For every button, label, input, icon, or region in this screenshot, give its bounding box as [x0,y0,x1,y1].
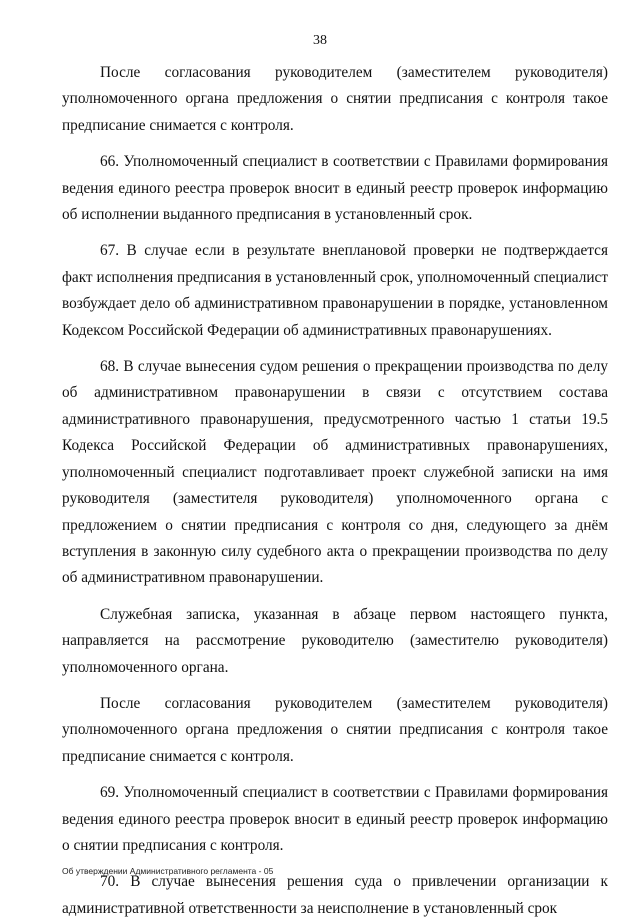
paragraph: 69. Уполномоченный специалист в соответствии с Правилами формирования ведения единого реестра проверок вносит в единый реестр проверок информацию о снятии предписания с контроля. [62,784,608,854]
paragraph: 67. В случае если в результате внеплановой проверки не подтверждается факт исполнения предписания в установленный срок, уполномоченный специалист возбуждает дело об административном правонарушении в порядке, установленном Кодексом Российской Федерации об административных правонарушениях. [62,242,608,339]
paragraph: Служебная записка, указанная в абзаце первом настоящего пункта, направляется на рассмотрение руководителю (заместителю руководителя) уполномоченного органа. [62,605,608,676]
paragraph: После согласования руководителем (заместителем руководителя) уполномоченного органа предложения о снятии предписания с контроля такое предписание снимается с контроля. [62,64,608,134]
paragraph: 66. Уполномоченный специалист в соответствии с Правилами формирования ведения единого реестра проверок вносит в единый реестр проверок информацию об исполнении выданного предписания в установленный срок. [62,153,608,224]
paragraph: 68. В случае вынесения судом решения о прекращении производства по делу об административном правонарушении в связи с отсутствием состава административного правонарушения, предусмотренного частью 1 статьи 19.5 Кодекса Российской Федерации об административных правонарушениях, уполномоченный специалист подготавливает проект служебной записки на имя руководителя (заместителя руководителя) уполномоченного органа с предложением о снятии предписания с контроля со дня, следующего за днём вступления в законную силу судебного акта о прекращении производства по делу об административном правонарушении. [62,358,608,587]
paragraph: После согласования руководителем (заместителем руководителя) уполномоченного органа предложения о снятии предписания с контроля такое предписание снимается с контроля. [62,694,608,765]
document-body [62,60,608,922]
page-number: 38 [313,33,327,48]
paragraph: 70. В случае вынесения решения суда о привлечении организации к административной ответственности за неисполнение в установленный срок [62,873,608,917]
footer-note: Об утверждении Административного регламента - 05 [62,866,274,876]
